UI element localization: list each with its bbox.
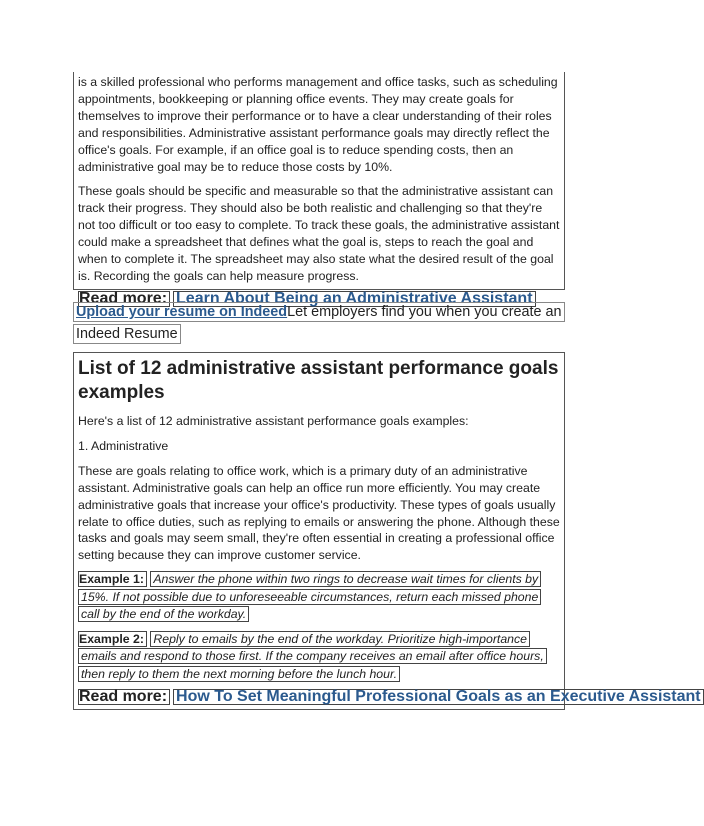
intro-paragraph-1: is a skilled professional who performs management and office tasks, such as scheduling appointments, bookkeeping or planning office events. They may create goals for themselves to improve their performance or to have a clear understanding of their roles and responsibilities. Administrative assistant performance goals may directly reflect the office's goals. For example, if an office goal is to reduce spending costs, then an administrative goal may be to reduce those costs by 10%. — [78, 75, 558, 174]
section-heading: List of 12 administrative assistant performance goals examples — [78, 358, 559, 403]
goals-list-section — [73, 352, 701, 710]
read-more-link-admin-assistant[interactable]: Learn About Being an Administrative Assistant — [173, 291, 536, 307]
example-2-label: Example 2: — [78, 631, 147, 647]
intro-paragraph-2: These goals should be specific and measurable so that the administrative assistant can track their progress. They should also be both realistic and challenging so that they're not too difficult or too easy to complete. To track these goals, the administrative assistant could make a spreadsheet that defines what the goal is, steps to reach the goal and when to complete it. The spreadsheet may also state what the desired result of the goal is. Recording the goals can help measure progress. — [78, 184, 560, 283]
read-more-label: Read more: — [78, 291, 170, 307]
read-more-link-executive-assistant[interactable]: How To Set Meaningful Professional Goals as an Executive Assistant — [173, 689, 704, 705]
upload-line-1 — [73, 302, 565, 322]
upload-text: Let employers find you when you create an — [287, 304, 562, 320]
example-1-label: Example 1: — [78, 571, 147, 587]
list-item-1-title: 1. Administrative — [78, 438, 169, 453]
example-2 — [78, 631, 560, 684]
example-1 — [78, 571, 560, 624]
example-1-line-3: call by the end of the workday. — [78, 606, 249, 622]
example-2-line-3: then reply to them the next morning before the lunch hour. — [78, 666, 400, 682]
read-more-row-2 — [78, 688, 701, 706]
administrative-paragraph: These are goals relating to office work, which is a primary duty of an administrative assistant. Administrative goals can help an office run more efficiently. You may create administrative goals that increase your office's productivity. These types of goals usually relate to office duties, such as replying to emails or answering the phone. Although these tasks and goals may seem small, they're often essential in creating a professional office setting because they can improve customer service. — [78, 463, 560, 563]
read-more-label: Read more: — [78, 689, 170, 705]
intro-section — [73, 72, 565, 307]
indeed-resume-link[interactable]: Indeed Resume — [73, 324, 181, 344]
example-2-line-2: emails and respond to those first. If the company receives an email after office hours, — [78, 648, 547, 664]
upload-resume-banner — [73, 302, 563, 342]
list-intro: Here's a list of 12 administrative assistant performance goals examples: — [78, 414, 469, 428]
example-1-line-2: 15%. If not possible due to unforeseeable circumstances, return each missed phone — [78, 589, 541, 605]
example-2-line-1: Reply to emails by the end of the workday. Prioritize high-importance — [150, 631, 530, 647]
upload-resume-link[interactable]: Upload your resume on Indeed — [76, 304, 288, 320]
example-1-line-1: Answer the phone within two rings to decrease wait times for clients by — [150, 571, 541, 587]
